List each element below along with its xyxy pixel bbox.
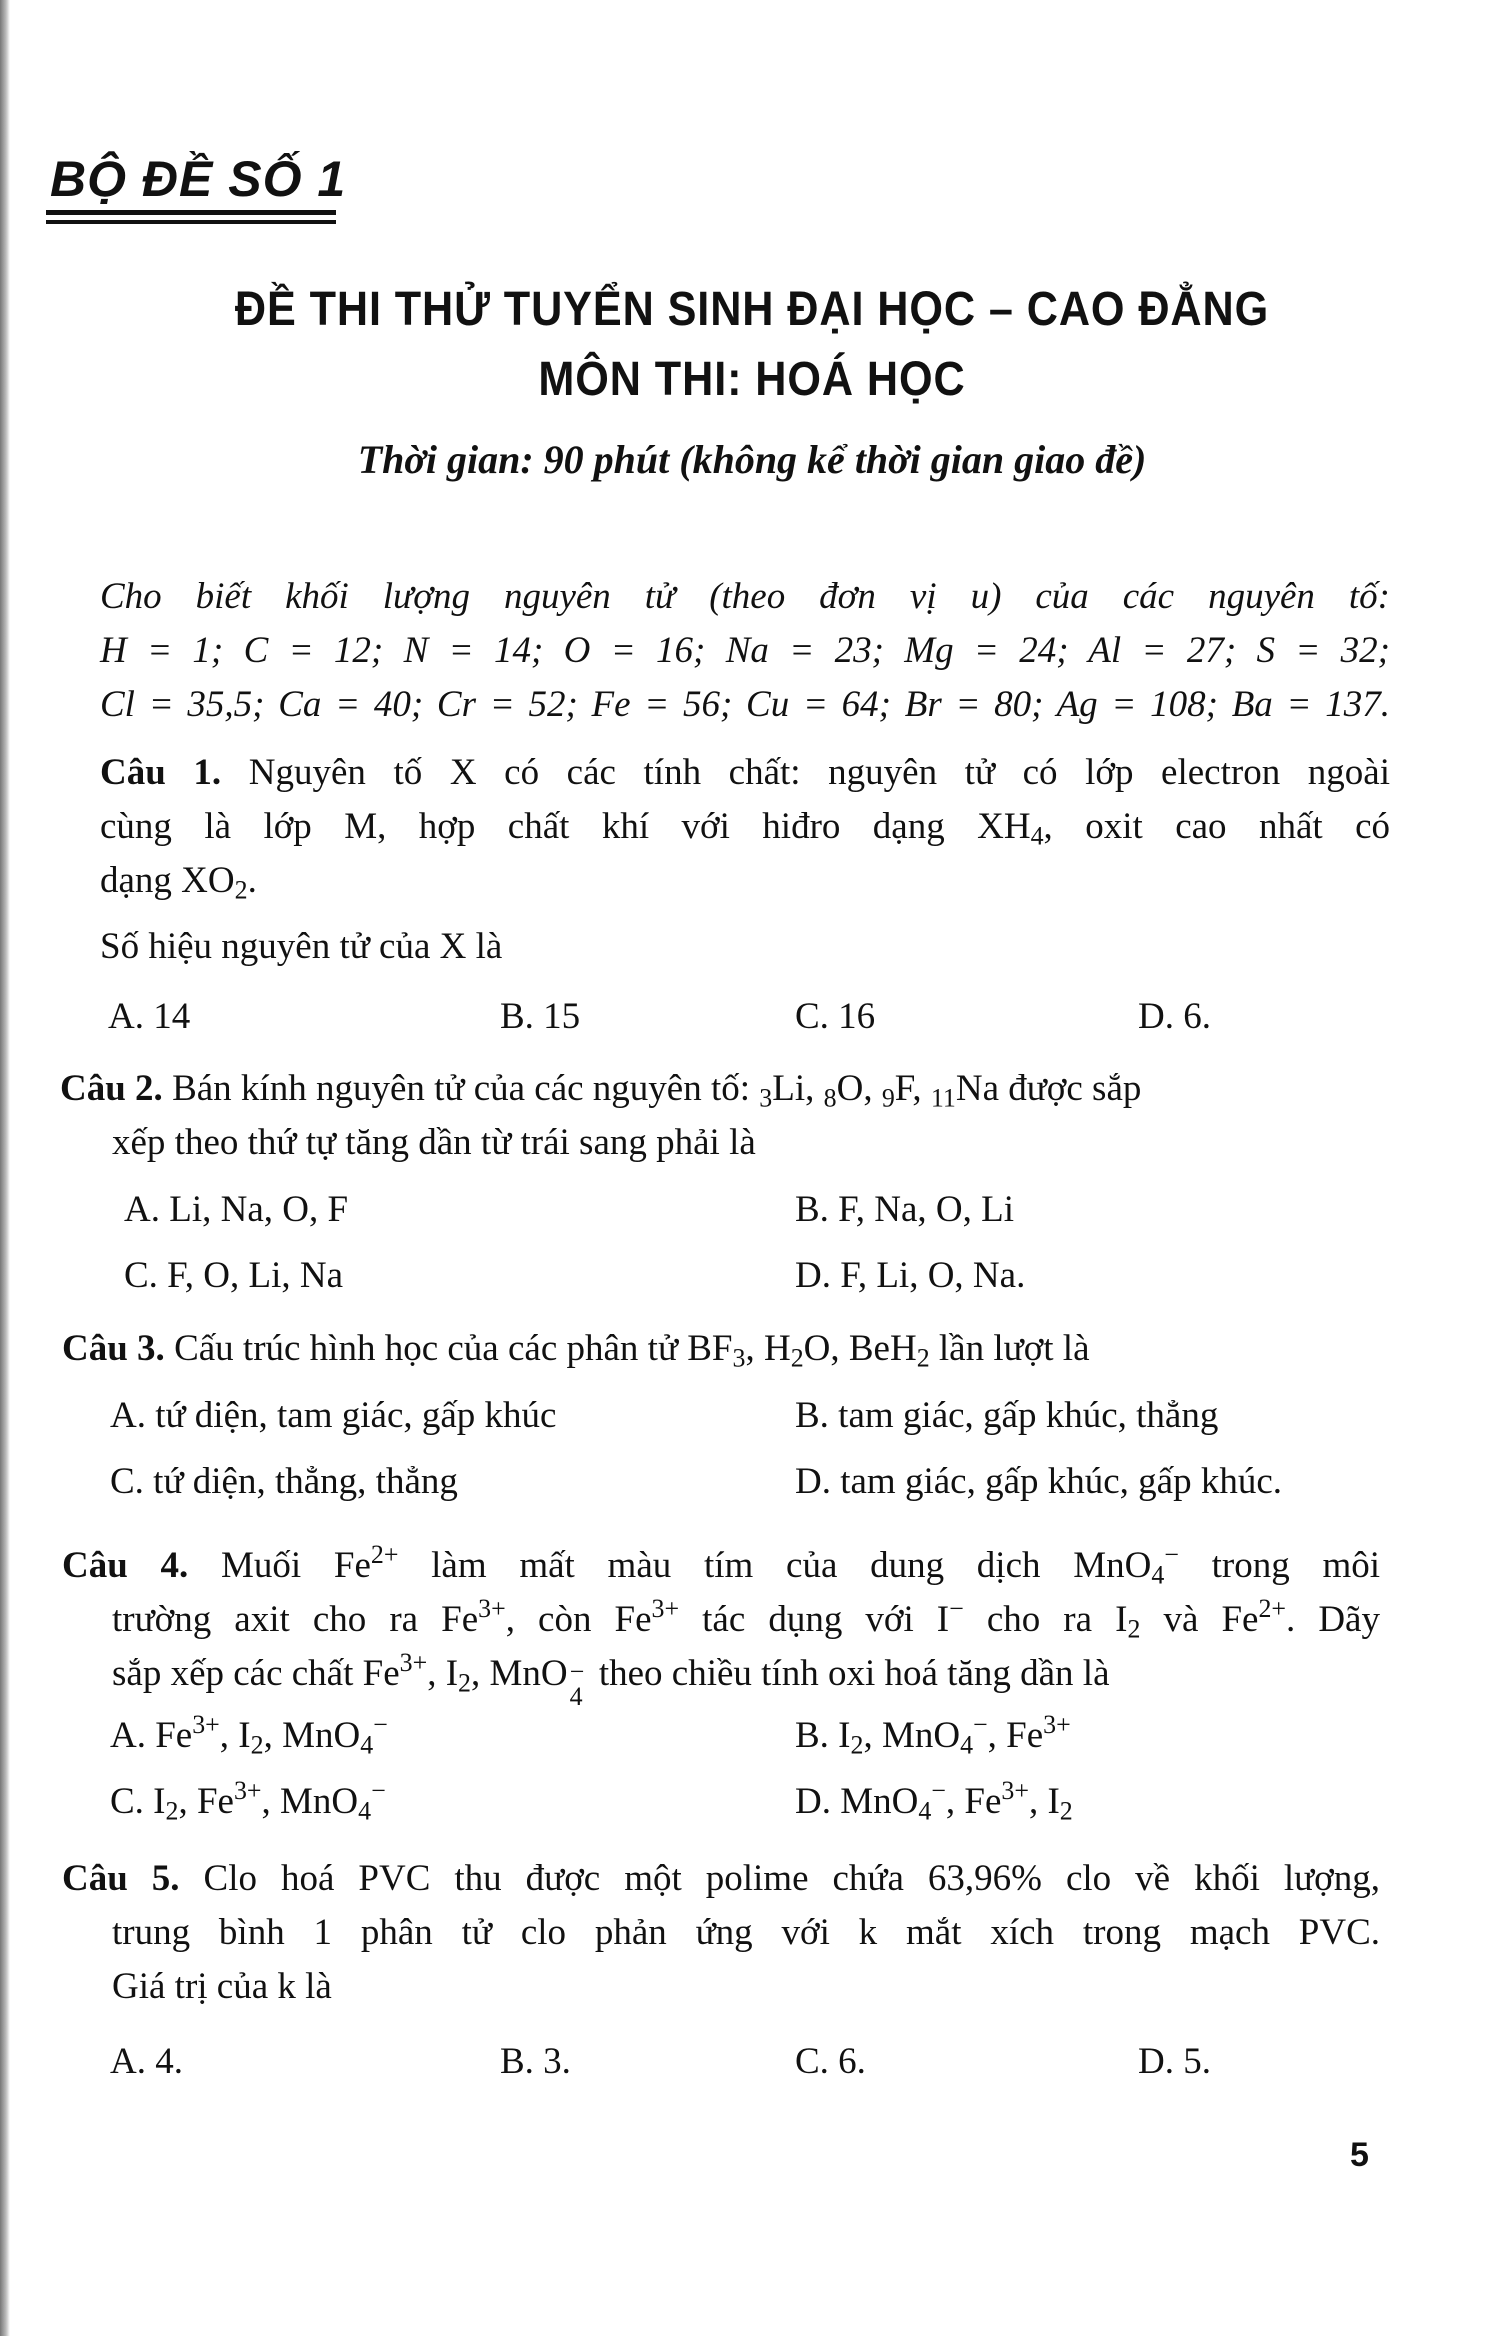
q1-sub-4: 4 [1030,821,1044,851]
q3-sub-2: 2 [790,1343,804,1373]
q2-z-o: 8 [823,1083,837,1113]
q4-t2b: , còn Fe [505,1599,652,1641]
q2-option-d: D. F, Li, O, Na. [795,1255,1026,1296]
q4-t2e: và Fe [1140,1599,1259,1641]
q4d-t2: , Fe [945,1781,1002,1823]
q1-option-b: B. 15 [500,996,581,1037]
q2-sep: , [805,1068,824,1109]
q4d-sub: 2 [1059,1796,1073,1826]
q4c-sup: 3+ [233,1776,262,1805]
q2-z-li: 3 [759,1083,773,1113]
page-number: 5 [1350,2136,1369,2174]
q5-text-1: Clo hoá PVC thu được một polime chứa 63,96% clo về khối lượng, [203,1858,1380,1899]
q1-sub-2: 2 [234,875,248,905]
q3-text-a: Cấu trúc hình học của các phân tử BF [174,1328,733,1369]
q4-t2f: . Dãy [1286,1599,1380,1641]
q1-option-d: D. 6. [1138,996,1211,1037]
q1-line-2 [100,802,1390,861]
q2-option-b: B. F, Na, O, Li [795,1189,1015,1230]
q4c-sub: 2 [165,1796,179,1826]
q4-label: Câu 4. [62,1545,189,1587]
q4a-sup: 3+ [192,1710,220,1739]
q1-text-3: dạng XO [100,860,235,901]
q1-prompt: Số hiệu nguyên tử của X là [100,926,503,967]
q4-t2c: tác dụng với I [679,1599,950,1641]
q1-text-1: Nguyên tố X có các tính chất: nguyên tử có lớp electron ngoài [248,752,1390,793]
header-rule-thin [46,220,336,224]
q4-t3c: , MnO [470,1653,568,1695]
q2-text-1: Bán kính nguyên tử của các nguyên tố: [172,1068,760,1109]
q1-label: Câu 1. [100,752,222,793]
q4d-t1: D. MnO [795,1781,919,1823]
q2-text-1-tail: được sắp [999,1068,1142,1109]
q4-sup: 3+ [399,1648,428,1677]
q1-option-c: C. 16 [795,996,876,1037]
q4-option-c [110,1776,386,1827]
q4a-t1: A. Fe [110,1715,193,1757]
header-rule-thick [46,210,336,215]
q4b-sub: 2 [850,1730,864,1760]
q4b-sup: − [973,1710,988,1739]
q3-option-c: C. tứ diện, thẳng, thẳng [110,1461,458,1502]
q4-t1a: Muối Fe [220,1545,371,1587]
intro-line-2: H = 1; C = 12; N = 14; O = 16; Na = 23; Mg = 24; Al = 27; S = 32; [100,630,1390,671]
q5-line-1 [62,1854,1380,1904]
q3-option-a: A. tứ diện, tam giác, gấp khúc [110,1395,557,1436]
q4b-sup: 3+ [1043,1710,1071,1739]
q4-sup: 2+ [370,1540,399,1569]
q4-stack-top: − [569,1656,585,1686]
q5-option-b: B. 3. [500,2041,571,2082]
q5-label: Câu 5. [62,1858,180,1899]
q4-sub: 2 [1127,1614,1141,1644]
q1-line-3 [100,856,1390,915]
series-label: BỘ ĐỀ SỐ 1 [50,151,347,207]
q4-t1b: làm mất màu tím của dung dịch MnO [398,1545,1152,1587]
q4-option-d [795,1776,1073,1827]
q2-label: Câu 2. [60,1068,163,1109]
q4a-sub: 4 [360,1730,374,1760]
intro-line-1: Cho biết khối lượng nguyên tử (theo đơn vị u) của các nguyên tố: [100,576,1390,617]
q4-option-b [795,1710,1071,1761]
q2-sym-na: Na [955,1068,999,1109]
intro-line-3: Cl = 35,5; Ca = 40; Cr = 52; Fe = 56; Cu = 64; Br = 80; Ag = 108; Ba = 137. [100,684,1390,725]
q4d-t3: , I [1028,1781,1060,1823]
q4-stack-bottom: 4 [569,1682,583,1712]
q4-sup: 3+ [651,1594,680,1623]
q3-sub-3: 2 [916,1343,930,1373]
q4-t3b: , I [427,1653,459,1695]
q1-line-1 [100,748,1390,798]
q3-sub-1: 3 [732,1343,746,1373]
q4c-t1: C. I [110,1781,166,1823]
q4d-sup: − [931,1776,946,1805]
exam-duration: Thời gian: 90 phút (không kể thời gian giao đề) [357,437,1147,482]
q4-sub: 2 [458,1668,471,1698]
q4b-t3: , Fe [987,1715,1044,1757]
q4-sup: − [949,1594,964,1623]
q5-line-2: trung bình 1 phân tử clo phản ứng với k mắt xích trong mạch PVC. [112,1912,1380,1953]
q2-line-1 [60,1064,1350,1123]
q4d-sub: 4 [918,1796,932,1826]
q4c-sub: 4 [358,1796,372,1826]
q1-text-2-tail: , oxit cao nhất có [1043,806,1390,847]
q5-option-d: D. 5. [1138,2041,1211,2082]
q2-sym-o: O [836,1068,864,1109]
q4c-t2: , Fe [178,1781,234,1823]
exam-title: ĐỀ THI THỬ TUYỂN SINH ĐẠI HỌC – CAO ĐẲNG [234,283,1270,336]
q2-sep: , [912,1068,931,1109]
q4c-sup: − [371,1776,386,1805]
page-binding-shadow [0,0,10,2336]
q2-line-2: xếp theo thứ tự tăng dần từ trái sang phải là [112,1122,756,1163]
q5-line-3: Giá trị của k là [112,1966,332,2007]
q2-z-f: 9 [881,1083,895,1113]
q4b-t1: B. I [795,1715,851,1757]
q2-z-na: 11 [930,1083,956,1113]
q4-sub: 4 [1151,1560,1165,1590]
q4d-sup: 3+ [1001,1776,1029,1805]
q4-sup: − [1164,1540,1179,1569]
q4-t3a: sắp xếp các chất Fe [112,1653,400,1695]
q4-t3d: theo chiều tính oxi hoá tăng dần là [589,1653,1110,1695]
q4a-sup: − [373,1710,388,1739]
q2-sym-f: F [894,1068,913,1109]
q4c-t3: , MnO [261,1781,359,1823]
q2-option-c: C. F, O, Li, Na [124,1255,344,1296]
q4-t2d: cho ra I [963,1599,1128,1641]
q3-text-b: , H [745,1328,791,1369]
q4b-sub: 4 [960,1730,974,1760]
q1-text-3-tail: . [247,860,257,901]
q4-stacked-index [568,1656,590,1712]
q4b-t2: , MnO [863,1715,961,1757]
q4-option-a [110,1710,388,1761]
q3-label: Câu 3. [62,1328,165,1369]
q3-option-d: D. tam giác, gấp khúc, gấp khúc. [795,1461,1283,1502]
q3-text-c: O, BeH [803,1328,917,1369]
q4a-sub: 2 [250,1730,264,1760]
q1-option-a: A. 14 [108,996,191,1037]
q4-sup: 2+ [1258,1594,1287,1623]
q4a-t3: , MnO [263,1715,361,1757]
q1-text-2: cùng là lớp M, hợp chất khí với hiđro dạng XH [100,806,1031,847]
q4-t1c: trong môi [1178,1545,1380,1587]
q5-option-c: C. 6. [795,2041,866,2082]
q4-line-3 [112,1638,1402,1712]
q3-option-b: B. tam giác, gấp khúc, thẳng [795,1395,1219,1436]
exam-subject: MÔN THI: HOÁ HỌC [538,353,966,406]
q2-option-a: A. Li, Na, O, F [124,1189,349,1230]
q4-sup: 3+ [478,1594,506,1623]
q4-t2a: trường axit cho ra Fe [112,1599,479,1641]
q3-text-d: lần lượt là [929,1328,1090,1369]
q5-option-a: A. 4. [110,2041,183,2082]
q2-sep: , [863,1068,882,1109]
q3-line-1 [62,1324,1352,1383]
q4a-t2: , I [219,1715,251,1757]
q2-sym-li: Li [772,1068,806,1109]
